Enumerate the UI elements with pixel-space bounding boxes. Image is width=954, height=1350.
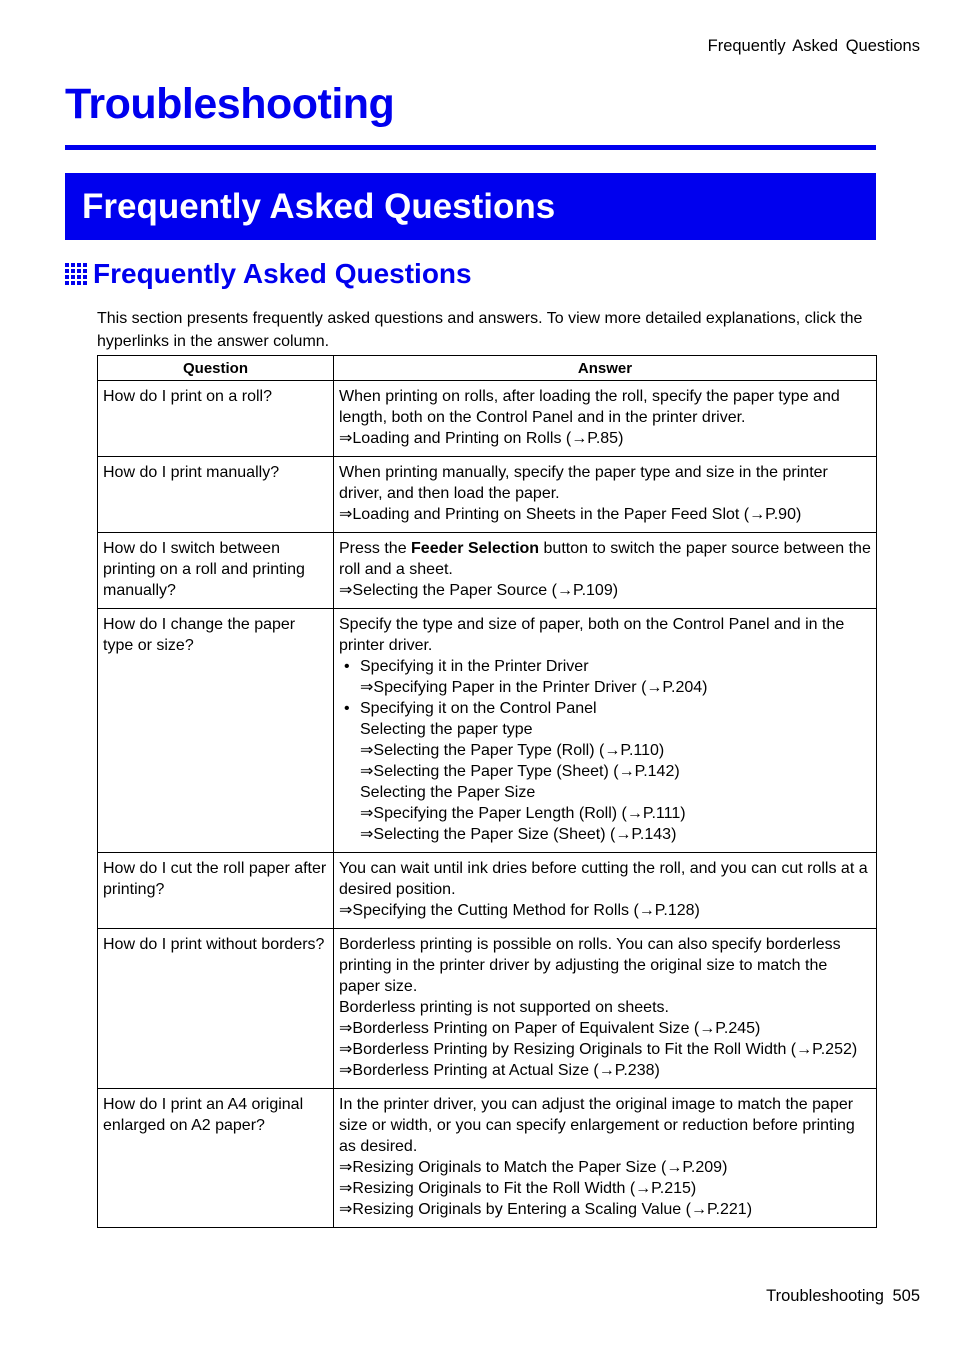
bullet-text: Specifying it on the Control Panel (360, 700, 597, 717)
cross-reference-link[interactable]: ⇒Borderless Printing by Resizing Originals to Fit the Roll Width (→P.252) (339, 1041, 858, 1058)
answer-cell (334, 853, 877, 929)
section-title: Frequently Asked Questions (82, 187, 556, 226)
answer-text: When printing on rolls, after loading the roll, specify the paper type and length, both on the Control Panel and in the printer driver. (339, 388, 840, 426)
cross-reference-link[interactable]: ⇒Resizing Originals to Fit the Roll Width (→P.215) (339, 1180, 697, 1197)
answer-bullet-item (339, 656, 871, 677)
cross-reference-link[interactable]: ⇒Loading and Printing on Sheets in the Paper Feed Slot (→P.90) (339, 506, 802, 523)
question-cell: How do I cut the roll paper after printing? (98, 853, 334, 929)
table-row (98, 929, 877, 1089)
cross-reference-link[interactable]: ⇒Specifying the Cutting Method for Rolls (→P.128) (339, 902, 700, 919)
bullet-icon: • (344, 700, 350, 717)
answer-text: You can wait until ink dries before cutting the roll, and you can cut rolls at a desired position. (339, 860, 868, 898)
question-column-header: Question (98, 356, 334, 381)
grid-icon (65, 263, 87, 285)
answer-cell (334, 929, 877, 1089)
answer-text-part: Press the (339, 540, 412, 557)
answer-column-header: Answer (334, 356, 877, 381)
section-banner (65, 173, 876, 240)
question-cell: How do I change the paper type or size? (98, 609, 334, 853)
answer-text: Selecting the paper type (360, 721, 533, 738)
table-header-row (98, 356, 877, 381)
table-row (98, 1089, 877, 1228)
table-row (98, 853, 877, 929)
subsection-title: Frequently Asked Questions (93, 258, 472, 289)
cross-reference-link[interactable]: ⇒Specifying Paper in the Printer Driver (→P.204) (360, 679, 708, 696)
footer-chapter: Troubleshooting (766, 1287, 884, 1305)
faq-table-body (98, 381, 877, 1228)
cross-reference-link[interactable]: ⇒Selecting the Paper Type (Sheet) (→P.142) (360, 763, 680, 780)
answer-text: In the printer driver, you can adjust the original image to match the paper size or width, or you can specify enlargement or reduction before printing as desired. (339, 1096, 855, 1155)
answer-text: Borderless printing is possible on rolls. You can also specify borderless printing in the printer driver by adjusting the original size to match the paper size. (339, 936, 841, 995)
answer-cell (334, 609, 877, 853)
cross-reference-link[interactable]: ⇒Selecting the Paper Size (Sheet) (→P.143) (360, 826, 677, 843)
chapter-divider (65, 145, 876, 150)
intro-text: This section presents frequently asked questions and answers. To view more detailed explanations, click the hyperlinks in the answer column. (97, 310, 863, 350)
question-cell: How do I print on a roll? (98, 381, 334, 457)
page-number: 505 (892, 1287, 920, 1305)
answer-text (339, 538, 871, 580)
answer-cell (334, 1089, 877, 1228)
question-cell: How do I print without borders? (98, 929, 334, 1089)
question-cell: How do I print an A4 original enlarged on A2 paper? (98, 1089, 334, 1228)
bullet-text: Specifying it in the Printer Driver (360, 658, 589, 675)
cross-reference-link[interactable]: ⇒Resizing Originals by Entering a Scaling Value (→P.221) (339, 1201, 753, 1218)
running-header: Frequently Asked Questions (707, 37, 920, 55)
subsection-heading (65, 258, 472, 290)
cross-reference-link[interactable]: ⇒Loading and Printing on Rolls (→P.85) (339, 430, 624, 447)
page-footer (766, 1287, 920, 1306)
button-name-emphasis: Feeder Selection (411, 540, 540, 557)
bullet-icon: • (344, 658, 350, 675)
cross-reference-link[interactable]: ⇒Resizing Originals to Match the Paper Size (→P.209) (339, 1159, 728, 1176)
answer-bullet-item (339, 698, 871, 719)
table-row (98, 457, 877, 533)
answer-cell (334, 381, 877, 457)
cross-reference-link[interactable]: ⇒Selecting the Paper Source (→P.109) (339, 582, 619, 599)
answer-text: Specify the type and size of paper, both on the Control Panel and in the printer driver. (339, 616, 845, 654)
cross-reference-link[interactable]: ⇒Specifying the Paper Length (Roll) (→P.111) (360, 805, 686, 822)
chapter-title: Troubleshooting (65, 80, 395, 128)
table-row (98, 381, 877, 457)
answer-text: Selecting the Paper Size (360, 784, 536, 801)
answer-cell (334, 457, 877, 533)
question-cell: How do I switch between printing on a roll and printing manually? (98, 533, 334, 609)
faq-table (97, 355, 877, 1228)
answer-cell (334, 533, 877, 609)
table-row (98, 533, 877, 609)
table-row (98, 609, 877, 853)
cross-reference-link[interactable]: ⇒Borderless Printing on Paper of Equivalent Size (→P.245) (339, 1020, 761, 1037)
answer-text: When printing manually, specify the paper type and size in the printer driver, and then load the paper. (339, 464, 828, 502)
cross-reference-link[interactable]: ⇒Selecting the Paper Type (Roll) (→P.110) (360, 742, 665, 759)
question-cell: How do I print manually? (98, 457, 334, 533)
cross-reference-link[interactable]: ⇒Borderless Printing at Actual Size (→P.238) (339, 1062, 660, 1079)
answer-text: Borderless printing is not supported on sheets. (339, 999, 669, 1016)
answer-text-part: button to switch the paper source between the roll and a sheet. (339, 540, 871, 578)
